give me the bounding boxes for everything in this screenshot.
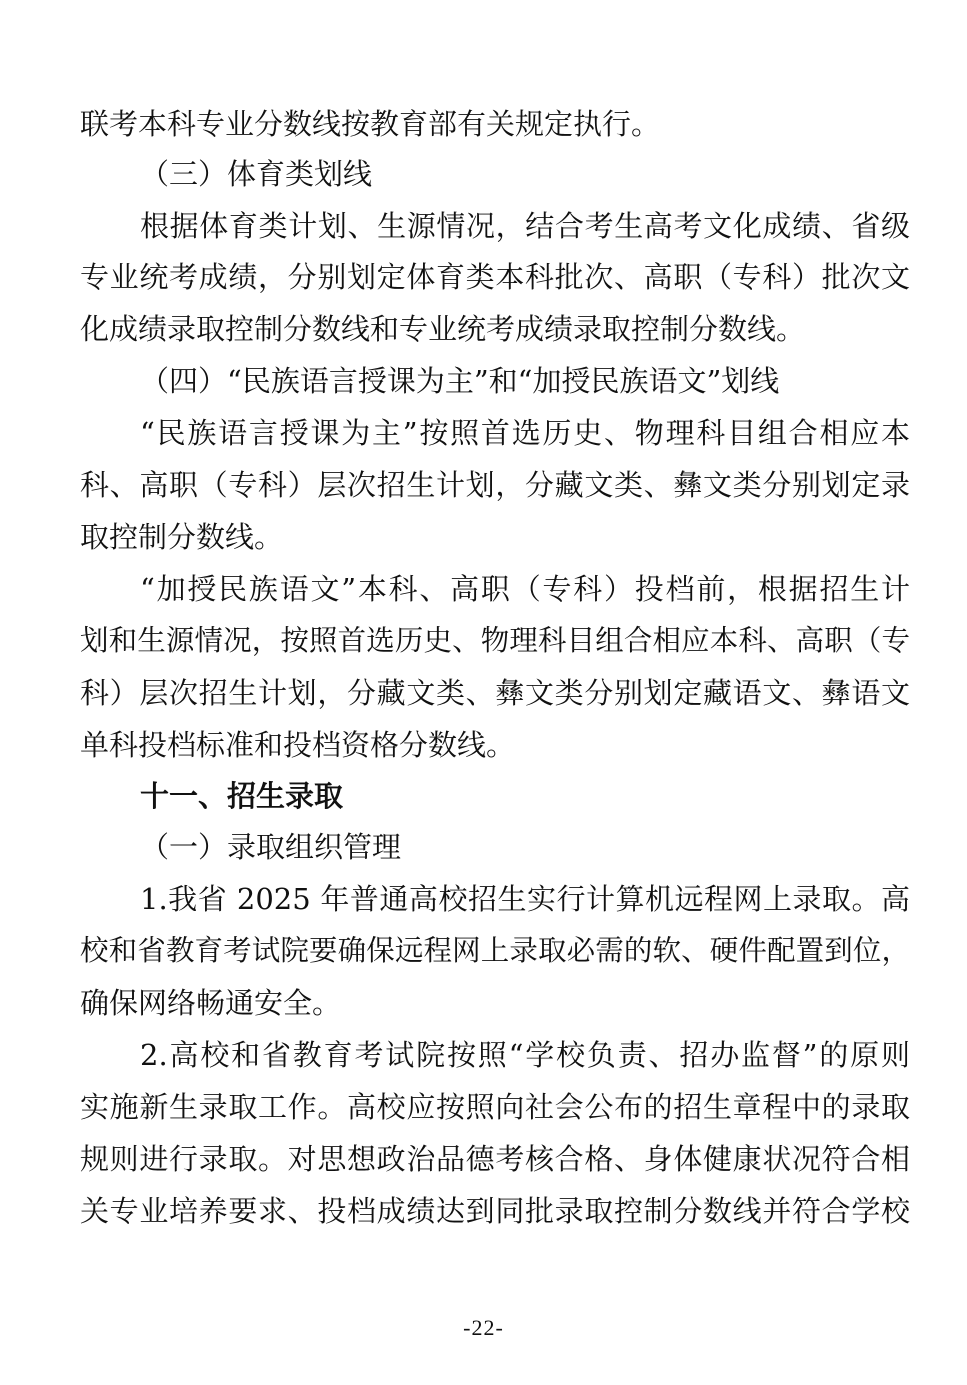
- text-line-12: 科）层次招生计划，分藏文类、彝文类分别划定藏语文、彝语文: [80, 676, 910, 710]
- subheading-4: （四）“民族语言授课为主”和“加授民族语文”划线: [140, 364, 780, 398]
- text-line-5: 化成绩录取控制分数线和专业统考成绩录取控制分数线。: [80, 312, 806, 346]
- text-line-16: 1.我省 2025 年普通高校招生实行计算机远程网上录取。高: [140, 882, 910, 916]
- text-line-19: 2.高校和省教育考试院按照“学校负责、招办监督”的原则: [140, 1038, 910, 1072]
- text-line-17: 校和省教育考试院要确保远程网上录取必需的软、硬件配置到位，: [80, 934, 910, 967]
- text-line-7: “民族语言授课为主”按照首选历史、物理科目组合相应本: [140, 416, 910, 450]
- subheading-3: （三）体育类划线: [140, 157, 373, 191]
- text-line-21: 规则进行录取。对思想政治品德考核合格、身体健康状况符合相: [80, 1142, 910, 1176]
- text-line-1: 联考本科专业分数线按教育部有关规定执行。: [80, 107, 661, 141]
- section-heading-11: 十一、招生录取: [140, 779, 344, 813]
- text-line-8: 科、高职（专科）层次招生计划，分藏文类、彝文类分别划定录: [80, 468, 910, 502]
- text-line-20: 实施新生录取工作。高校应按照向社会公布的招生章程中的录取: [80, 1090, 910, 1124]
- text-line-13: 单科投档标准和投档资格分数线。: [80, 728, 516, 762]
- text-line-4: 专业统考成绩，分别划定体育类本科批次、高职（专科）批次文: [80, 260, 910, 294]
- text-line-10: “加授民族语文”本科、高职（专科）投档前，根据招生计: [140, 572, 910, 606]
- subheading-1: （一）录取组织管理: [140, 830, 402, 864]
- page-number: -22-: [463, 1315, 504, 1340]
- text-line-3: 根据体育类计划、生源情况，结合考生高考文化成绩、省级: [140, 209, 910, 243]
- text-line-22: 关专业培养要求、投档成绩达到同批录取控制分数线并符合学校: [80, 1194, 910, 1228]
- text-line-9: 取控制分数线。: [80, 520, 284, 554]
- text-line-11: 划和生源情况，按照首选历史、物理科目组合相应本科、高职（专: [80, 624, 910, 657]
- text-line-18: 确保网络畅通安全。: [80, 986, 342, 1020]
